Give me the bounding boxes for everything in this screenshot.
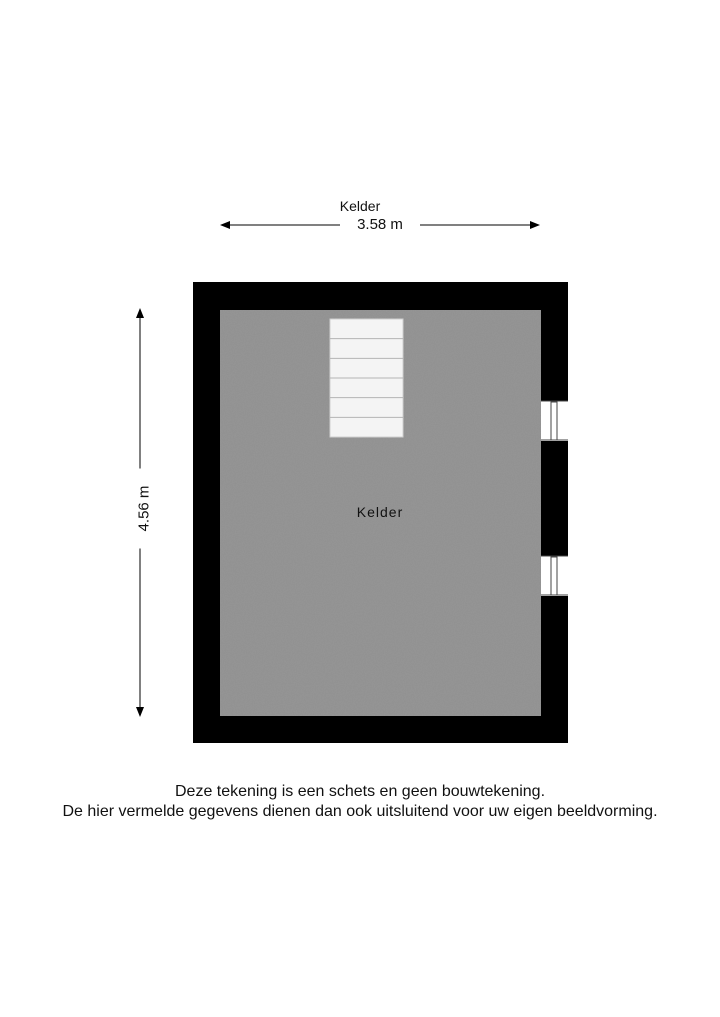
- floor-title: Kelder: [339, 198, 381, 214]
- arrow-left-icon: [220, 221, 230, 229]
- arrow-right-icon: [530, 221, 540, 229]
- room-label: Kelder: [356, 504, 404, 520]
- window-lower: [541, 556, 568, 596]
- stairs: [330, 319, 403, 437]
- window-upper: [541, 401, 568, 441]
- width-dimension-label: 3.58 m: [340, 216, 420, 233]
- arrow-up-icon: [136, 308, 144, 318]
- height-dimension-label: 4.56 m: [136, 469, 153, 549]
- disclaimer-line-1: Deze tekening is een schets en geen bouwtekening.: [174, 783, 546, 800]
- disclaimer-line-2: De hier vermelde gegevens dienen dan ook uitsluitend voor uw eigen beeldvorming.: [62, 803, 658, 820]
- arrow-down-icon: [136, 707, 144, 717]
- disclaimer: [0, 782, 720, 822]
